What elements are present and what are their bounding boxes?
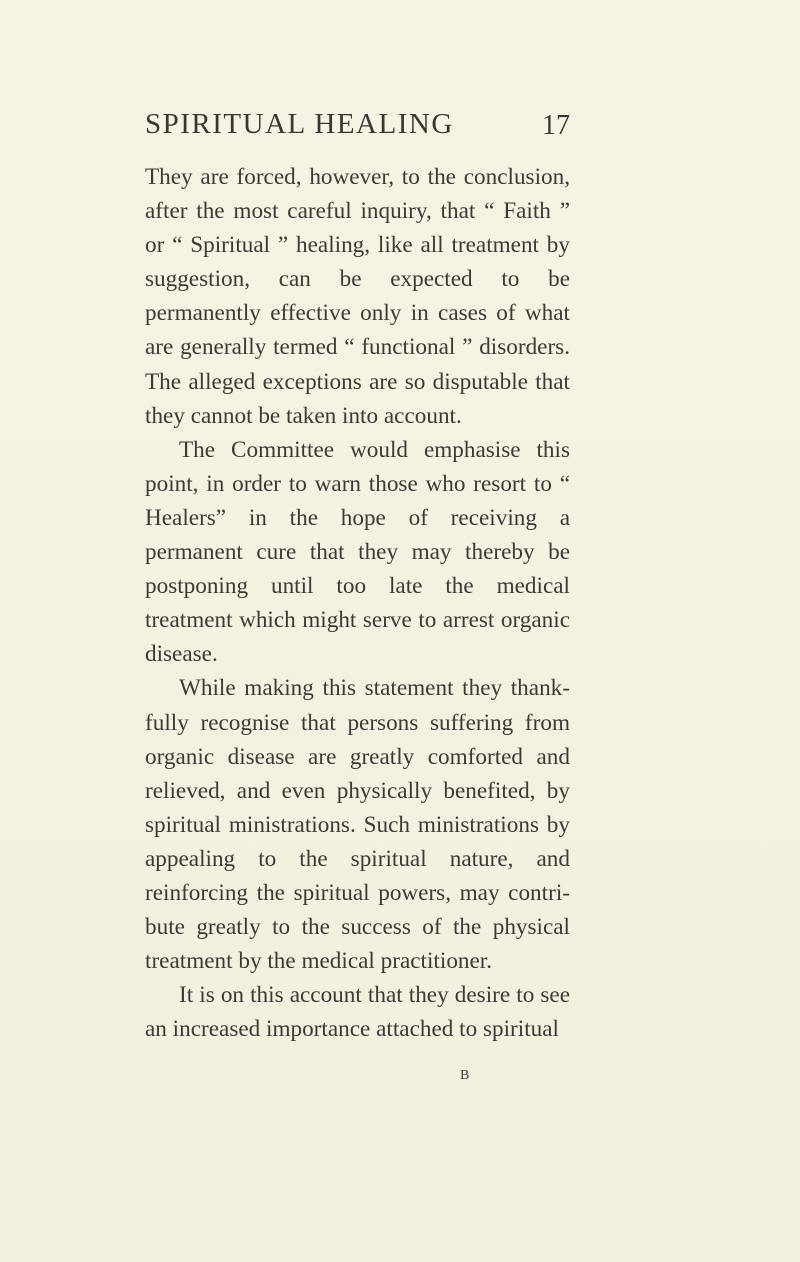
page-header [145, 104, 570, 148]
paragraph: The Committee would emphasise this point, in order to warn those who resort to “ Healers” in the hope of receiving a permanent cure that they may thereby be postponing until too late the medical treatment which might serve to arrest organic disease. [145, 436, 570, 668]
page-number: 17 [542, 110, 570, 141]
body-text [145, 160, 570, 1046]
paragraph: While making this statement they thankfully recognise that persons suffering from organic disease are greatly comforted and relieved, and even physically benefited, by spiritual ministrations. Such ministrations by appealing to the spiritual nature, and reinforcing the spiritual powers, may contribute greatly to the success of the physical treatment by the medical practitioner. [145, 675, 570, 975]
paragraph: It is on this account that they desire to see an increased importance attached to spiritual [145, 982, 570, 1043]
signature-mark: B [460, 1068, 471, 1083]
running-title: SPIRITUAL HEALING [145, 108, 454, 140]
paragraph: They are forced, however, to the conclusion, after the most careful inquiry, that “ Faith ” or “ Spiritual ” healing, like all treatment by suggestion, can be expected to be permanently effective only in cases of what are generally termed “ functional ” disorders. The alleged exceptions are so disputable that they cannot be taken into account. [145, 164, 570, 429]
